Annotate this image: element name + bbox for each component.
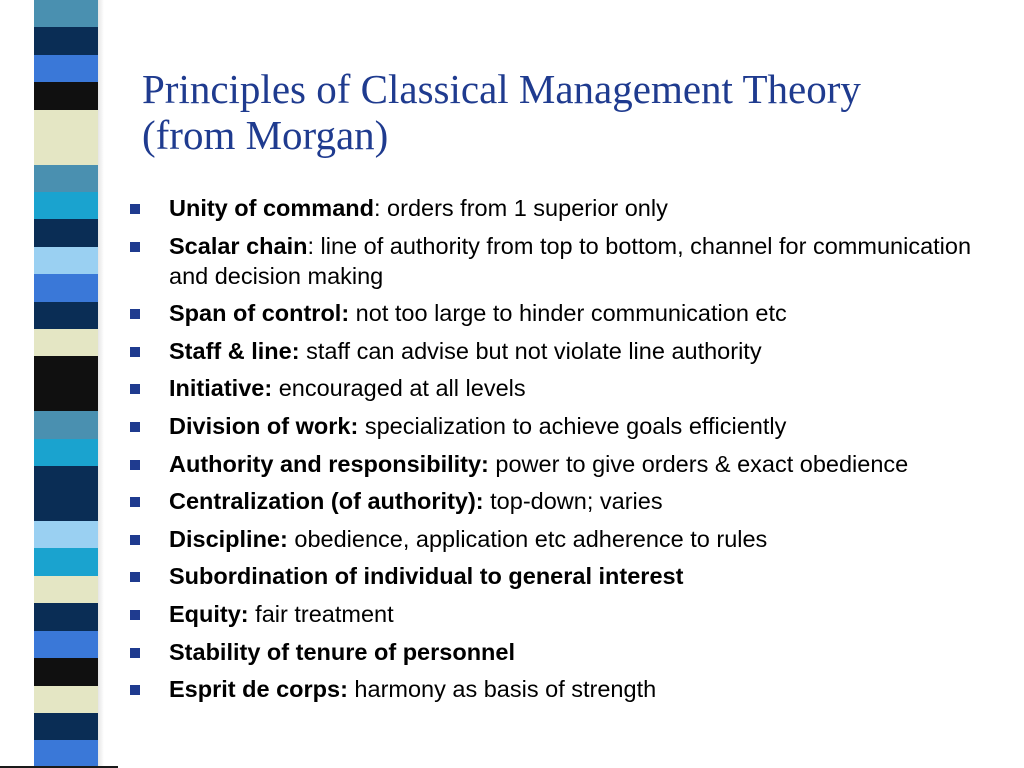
stripe-block xyxy=(34,686,98,713)
stripe-block xyxy=(34,384,98,411)
slide-title xyxy=(142,66,1002,158)
principle-description: staff can advise but not violate line authority xyxy=(299,337,762,364)
stripe-block xyxy=(34,466,98,493)
decorative-color-stripe xyxy=(34,0,98,768)
stripe-block xyxy=(34,356,98,383)
stripe-block xyxy=(34,302,98,329)
list-item xyxy=(130,599,990,629)
principle-description: specialization to achieve goals efficiently xyxy=(358,412,787,439)
stripe-block xyxy=(34,494,98,521)
square-bullet-icon xyxy=(130,242,140,252)
principle-description: obedience, application etc adherence to rules xyxy=(287,525,768,552)
stripe-block xyxy=(34,137,98,164)
stripe-block xyxy=(34,27,98,54)
stripe-block xyxy=(34,82,98,109)
principle-description: fair treatment xyxy=(248,600,394,627)
principle-term: Division of work: xyxy=(169,412,359,439)
stripe-block xyxy=(34,631,98,658)
slide-title-line-1: Principles of Classical Management Theory xyxy=(142,66,861,112)
principle-description: power to give orders & exact obedience xyxy=(488,450,909,477)
square-bullet-icon xyxy=(130,347,140,357)
stripe-block xyxy=(34,521,98,548)
list-item xyxy=(130,637,990,667)
principle-term: Discipline: xyxy=(169,525,288,552)
stripe-block xyxy=(34,603,98,630)
square-bullet-icon xyxy=(130,309,140,319)
square-bullet-icon xyxy=(130,460,140,470)
list-item xyxy=(130,524,990,554)
square-bullet-icon xyxy=(130,535,140,545)
list-item xyxy=(130,231,990,291)
principle-description: top-down; varies xyxy=(483,488,663,515)
stripe-block xyxy=(34,713,98,740)
list-item xyxy=(130,411,990,441)
list-item xyxy=(130,449,990,479)
principle-term: Authority and responsibility: xyxy=(169,450,489,477)
principle-description: : line of authority from top to bottom, channel for communication and decision making xyxy=(169,232,972,289)
square-bullet-icon xyxy=(130,685,140,695)
principle-description: harmony as basis of strength xyxy=(347,676,657,703)
stripe-block xyxy=(34,110,98,137)
stripe-block xyxy=(34,439,98,466)
principle-term: Initiative: xyxy=(169,375,273,402)
list-item xyxy=(130,486,990,516)
list-item xyxy=(130,336,990,366)
stripe-block xyxy=(34,548,98,575)
stripe-block xyxy=(34,411,98,438)
slide-title-line-2: (from Morgan) xyxy=(142,112,389,158)
principle-term: Centralization (of authority): xyxy=(169,488,484,515)
principle-description: not too large to hinder communication etc xyxy=(349,300,787,327)
square-bullet-icon xyxy=(130,648,140,658)
list-item xyxy=(130,561,990,591)
stripe-block xyxy=(34,0,98,27)
principle-term: Span of control: xyxy=(169,300,350,327)
principle-term: Staff & line: xyxy=(169,337,300,364)
square-bullet-icon xyxy=(130,204,140,214)
stripe-block xyxy=(34,576,98,603)
square-bullet-icon xyxy=(130,422,140,432)
list-item xyxy=(130,298,990,328)
stripe-block xyxy=(34,219,98,246)
square-bullet-icon xyxy=(130,572,140,582)
stripe-block xyxy=(34,274,98,301)
list-item xyxy=(130,193,990,223)
list-item xyxy=(130,373,990,403)
principle-term: Esprit de corps: xyxy=(169,676,348,703)
stripe-block xyxy=(34,165,98,192)
principle-term: Equity: xyxy=(169,600,249,627)
stripe-block xyxy=(34,658,98,685)
square-bullet-icon xyxy=(130,610,140,620)
square-bullet-icon xyxy=(130,497,140,507)
stripe-block xyxy=(34,55,98,82)
stripe-shadow xyxy=(98,0,104,768)
principle-term: Subordination of individual to general interest xyxy=(169,563,684,590)
principle-term: Stability of tenure of personnel xyxy=(169,638,516,665)
stripe-block xyxy=(34,247,98,274)
principle-term: Unity of command xyxy=(169,195,374,221)
principles-list xyxy=(130,193,990,712)
principle-description: : orders from 1 superior only xyxy=(373,195,668,221)
list-item xyxy=(130,674,990,704)
principle-term: Scalar chain xyxy=(169,232,308,259)
principle-description: encouraged at all levels xyxy=(272,375,526,402)
square-bullet-icon xyxy=(130,384,140,394)
stripe-block xyxy=(34,329,98,356)
stripe-block xyxy=(34,740,98,767)
stripe-block xyxy=(34,192,98,219)
